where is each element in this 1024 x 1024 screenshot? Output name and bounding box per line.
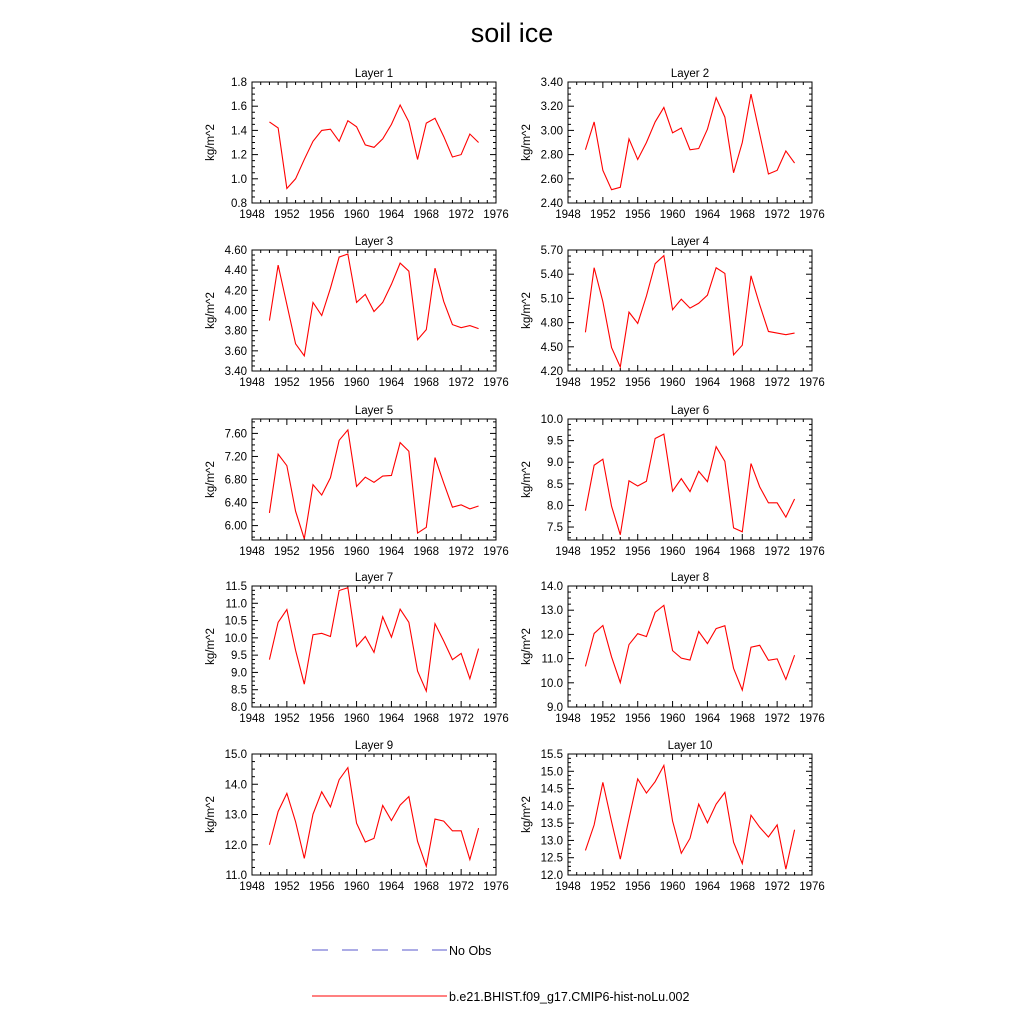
x-tick-label: 1960 (343, 881, 370, 893)
y-tick-label: 3.60 (224, 345, 247, 358)
x-tick-label: 1956 (624, 377, 651, 389)
y-tick-label: 8.0 (547, 500, 563, 513)
panel-title: Layer 1 (354, 68, 394, 80)
series-line (585, 765, 794, 869)
y-axis-label: kg/m^2 (521, 796, 533, 833)
chart-panel-6 (521, 405, 825, 558)
y-tick-label: 15.0 (540, 766, 563, 779)
x-tick-label: 1968 (413, 209, 440, 221)
x-tick-label: 1972 (764, 546, 790, 558)
x-tick-label: 1968 (729, 209, 756, 221)
y-tick-label: 13.0 (540, 605, 563, 618)
y-tick-label: 1.8 (231, 77, 247, 89)
x-tick-label: 1964 (378, 881, 405, 893)
x-tick-label: 1972 (448, 377, 474, 389)
x-tick-label: 1960 (659, 546, 686, 558)
x-tick-label: 1956 (308, 713, 335, 725)
y-tick-label: 9.0 (547, 702, 563, 714)
x-tick-label: 1976 (483, 209, 509, 221)
legend (312, 944, 689, 1004)
y-tick-label: 7.20 (224, 451, 247, 464)
y-tick-label: 4.20 (540, 366, 563, 378)
x-tick-label: 1972 (764, 377, 790, 389)
x-tick-label: 1948 (555, 881, 581, 893)
y-tick-label: 1.6 (231, 101, 247, 114)
series-line (269, 768, 478, 867)
y-tick-label: 10.0 (224, 632, 247, 645)
y-tick-label: 1.4 (231, 125, 247, 138)
x-tick-label: 1960 (343, 209, 370, 221)
y-tick-label: 6.00 (224, 520, 247, 533)
plot-frame (252, 754, 496, 875)
y-tick-label: 3.40 (224, 366, 247, 378)
x-tick-label: 1976 (799, 713, 825, 725)
y-tick-label: 7.60 (224, 428, 247, 441)
x-tick-label: 1952 (590, 377, 616, 389)
chart-panel-3 (205, 236, 509, 389)
series-line (269, 430, 478, 539)
chart-panel-1 (205, 68, 509, 221)
y-tick-label: 1.2 (231, 149, 247, 162)
x-tick-label: 1960 (343, 377, 370, 389)
x-tick-label: 1968 (413, 546, 440, 558)
plot-frame (568, 754, 812, 875)
x-tick-label: 1972 (448, 546, 474, 558)
y-axis-label: kg/m^2 (521, 461, 533, 498)
series-line (269, 588, 478, 691)
x-tick-label: 1948 (239, 881, 265, 893)
panel-title: Layer 8 (670, 572, 710, 584)
x-tick-label: 1952 (274, 713, 300, 725)
chart-panel-5 (205, 405, 509, 558)
y-tick-label: 5.70 (540, 245, 563, 257)
y-tick-label: 10.0 (540, 677, 563, 690)
x-tick-label: 1976 (483, 881, 509, 893)
series-line (585, 94, 794, 190)
x-tick-label: 1968 (729, 881, 756, 893)
y-tick-label: 9.5 (231, 650, 247, 663)
x-tick-label: 1952 (274, 377, 300, 389)
x-tick-label: 1968 (413, 881, 440, 893)
panel-title: Layer 10 (667, 740, 713, 752)
y-tick-label: 3.20 (540, 101, 563, 114)
y-tick-label: 13.0 (540, 835, 563, 848)
x-tick-label: 1956 (308, 209, 335, 221)
x-tick-label: 1976 (799, 209, 825, 221)
y-tick-label: 8.5 (231, 684, 247, 697)
chart-panel-2 (521, 68, 825, 221)
figure-title: soil ice (470, 18, 554, 48)
x-tick-label: 1960 (343, 713, 370, 725)
x-tick-label: 1964 (694, 209, 721, 221)
panel-title: Layer 5 (354, 405, 394, 417)
y-tick-label: 8.0 (231, 702, 247, 714)
x-tick-label: 1956 (308, 377, 335, 389)
x-tick-label: 1952 (590, 209, 616, 221)
y-tick-label: 4.50 (540, 341, 563, 354)
x-tick-label: 1956 (308, 881, 335, 893)
panel-title: Layer 4 (670, 236, 710, 248)
y-tick-label: 4.40 (224, 265, 247, 278)
x-tick-label: 1976 (483, 713, 509, 725)
x-tick-label: 1952 (590, 713, 616, 725)
y-tick-label: 1.0 (231, 173, 247, 186)
y-tick-label: 14.5 (540, 783, 563, 796)
y-axis-label: kg/m^2 (205, 796, 217, 833)
y-axis-label: kg/m^2 (521, 292, 533, 329)
y-tick-label: 14.0 (540, 800, 563, 813)
y-tick-label: 2.60 (540, 173, 563, 186)
x-tick-label: 1964 (694, 377, 721, 389)
y-tick-label: 12.5 (540, 852, 563, 865)
chart-panel-10 (521, 740, 825, 893)
x-tick-label: 1968 (413, 713, 440, 725)
x-tick-label: 1964 (378, 546, 405, 558)
series-line (585, 605, 794, 690)
x-tick-label: 1972 (764, 713, 790, 725)
x-tick-label: 1960 (659, 881, 686, 893)
panels (205, 68, 825, 893)
y-tick-label: 13.5 (540, 818, 563, 831)
plot-frame (568, 586, 812, 707)
x-tick-label: 1956 (624, 209, 651, 221)
x-tick-label: 1948 (239, 713, 265, 725)
x-tick-label: 1952 (590, 546, 616, 558)
chart-panel-9 (205, 740, 509, 893)
x-tick-label: 1956 (624, 546, 651, 558)
y-tick-label: 4.80 (540, 317, 563, 330)
y-tick-label: 13.0 (224, 809, 247, 822)
y-tick-label: 3.00 (540, 125, 563, 138)
x-tick-label: 1960 (659, 377, 686, 389)
y-tick-label: 11.0 (225, 870, 247, 882)
y-tick-label: 10.0 (540, 414, 563, 426)
panel-title: Layer 2 (670, 68, 710, 80)
plot-frame (252, 419, 496, 540)
y-tick-label: 9.0 (231, 667, 247, 680)
x-tick-label: 1948 (555, 713, 581, 725)
x-tick-label: 1968 (729, 713, 756, 725)
x-tick-label: 1956 (624, 881, 651, 893)
plot-frame (252, 82, 496, 203)
x-tick-label: 1968 (729, 546, 756, 558)
y-tick-label: 15.5 (540, 749, 563, 761)
x-tick-label: 1976 (799, 546, 825, 558)
x-tick-label: 1968 (413, 377, 440, 389)
x-tick-label: 1956 (624, 713, 651, 725)
y-tick-label: 5.10 (540, 293, 563, 306)
x-tick-label: 1972 (764, 209, 790, 221)
x-tick-label: 1972 (448, 713, 474, 725)
x-tick-label: 1952 (274, 546, 300, 558)
x-tick-label: 1948 (239, 377, 265, 389)
chart-panel-7 (205, 572, 509, 725)
y-axis-label: kg/m^2 (205, 292, 217, 329)
plot-frame (568, 419, 812, 540)
x-tick-label: 1964 (694, 546, 721, 558)
series-line (585, 434, 794, 535)
y-tick-label: 11.0 (541, 653, 563, 666)
panel-title: Layer 3 (354, 236, 394, 248)
y-axis-label: kg/m^2 (521, 628, 533, 665)
x-tick-label: 1972 (764, 881, 790, 893)
y-tick-label: 3.80 (224, 325, 247, 338)
y-tick-label: 9.5 (547, 435, 563, 448)
y-tick-label: 9.0 (547, 457, 563, 470)
x-tick-label: 1976 (799, 377, 825, 389)
x-tick-label: 1948 (239, 546, 265, 558)
y-axis-label: kg/m^2 (205, 628, 217, 665)
y-tick-label: 2.40 (540, 198, 563, 210)
x-tick-label: 1976 (483, 546, 509, 558)
x-tick-label: 1976 (799, 881, 825, 893)
panel-title: Layer 6 (670, 405, 710, 417)
x-tick-label: 1952 (274, 209, 300, 221)
y-axis-label: kg/m^2 (205, 124, 217, 161)
y-tick-label: 4.00 (224, 305, 247, 318)
x-tick-label: 1964 (378, 713, 405, 725)
x-tick-label: 1960 (659, 209, 686, 221)
y-tick-label: 5.40 (540, 269, 563, 282)
x-tick-label: 1972 (448, 881, 474, 893)
x-tick-label: 1948 (239, 209, 265, 221)
y-tick-label: 12.0 (540, 629, 563, 642)
x-tick-label: 1948 (555, 377, 581, 389)
y-tick-label: 6.80 (224, 474, 247, 487)
y-tick-label: 3.40 (540, 77, 563, 89)
y-tick-label: 11.5 (225, 581, 247, 593)
legend-label-2: b.e21.BHIST.f09_g17.CMIP6-hist-noLu.002 (449, 990, 690, 1004)
y-axis-label: kg/m^2 (205, 461, 217, 498)
chart-panel-8 (521, 572, 825, 725)
chart-panel-4 (521, 236, 825, 389)
y-tick-label: 12.0 (224, 839, 247, 852)
series-line (585, 256, 794, 367)
y-tick-label: 14.0 (540, 581, 563, 593)
x-tick-label: 1960 (343, 546, 370, 558)
y-tick-label: 10.5 (224, 615, 247, 628)
y-tick-label: 2.80 (540, 149, 563, 162)
series-line (269, 105, 478, 188)
y-tick-label: 7.5 (547, 522, 563, 535)
x-tick-label: 1964 (694, 713, 721, 725)
x-tick-label: 1968 (729, 377, 756, 389)
y-tick-label: 4.20 (224, 285, 247, 298)
y-tick-label: 12.0 (540, 870, 563, 882)
series-line (269, 254, 478, 356)
x-tick-label: 1976 (483, 377, 509, 389)
panel-title: Layer 9 (354, 740, 394, 752)
plot-frame (252, 586, 496, 707)
x-tick-label: 1956 (308, 546, 335, 558)
y-tick-label: 14.0 (224, 779, 247, 792)
y-tick-label: 15.0 (224, 749, 247, 761)
y-tick-label: 6.40 (224, 497, 247, 510)
y-tick-label: 11.0 (225, 598, 247, 611)
y-axis-label: kg/m^2 (521, 124, 533, 161)
x-tick-label: 1964 (378, 377, 405, 389)
panel-title: Layer 7 (354, 572, 394, 584)
x-tick-label: 1948 (555, 209, 581, 221)
y-tick-label: 4.60 (224, 245, 247, 257)
x-tick-label: 1952 (590, 881, 616, 893)
y-tick-label: 8.5 (547, 478, 563, 491)
x-tick-label: 1960 (659, 713, 686, 725)
x-tick-label: 1964 (694, 881, 721, 893)
plot-frame (568, 82, 812, 203)
x-tick-label: 1964 (378, 209, 405, 221)
x-tick-label: 1948 (555, 546, 581, 558)
legend-label-1: No Obs (449, 944, 492, 958)
x-tick-label: 1972 (448, 209, 474, 221)
y-tick-label: 0.8 (231, 198, 247, 210)
x-tick-label: 1952 (274, 881, 300, 893)
